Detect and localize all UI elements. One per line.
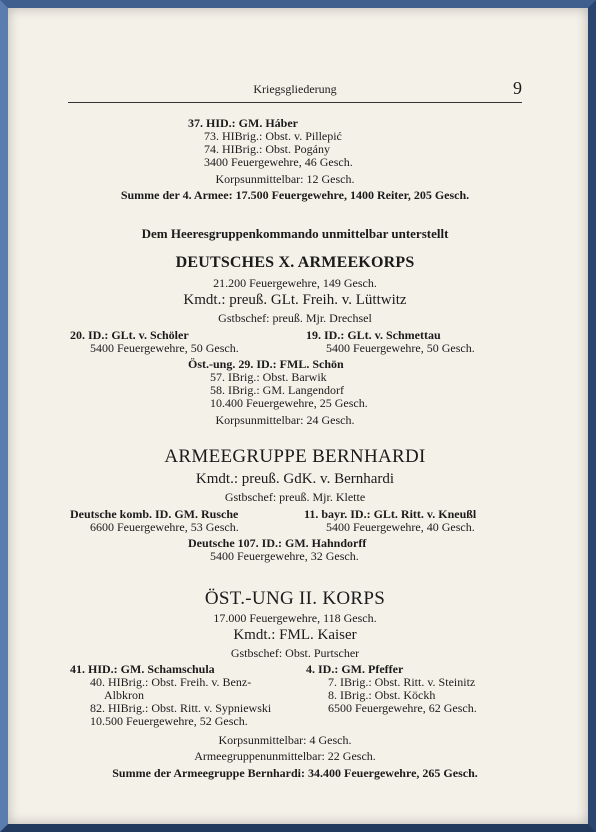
ii-82brig: 82. HIBrig.: Obst. Ritt. v. Sypniewski: [90, 701, 272, 715]
hid37-line: 37. HID.: GM. Háber: [188, 116, 298, 130]
bernhardi-gstbschef: Gstbschef: preuß. Mjr. Klette: [224, 490, 366, 504]
ii-40brig-cont: Albkron: [104, 688, 144, 702]
x-kmdt: Kmdt.: preuß. GLt. Freih. v. Lüttwitz: [183, 292, 407, 308]
x-57brig: 57. IBrig.: Obst. Barwik: [210, 370, 327, 384]
header-title: Kriegsgliederung: [253, 82, 337, 96]
ii-41hid: 41. HID.: GM. Schamschula: [70, 662, 215, 676]
bern-komb-id: Deutsche komb. ID. GM. Rusche: [70, 507, 239, 521]
bern-11bayr-strength: 5400 Feuergewehre, 40 Gesch.: [326, 520, 475, 534]
x-strength: 21.200 Feuergewehre, 149 Gesch.: [213, 276, 377, 290]
hq-heading: Dem Heeresgruppenkommando unmittelbar unterstellt: [141, 226, 449, 241]
ii-kmdt: Kmdt.: FML. Kaiser: [233, 627, 357, 643]
bernhardi-title: ARMEEGRUPPE BERNHARDI: [164, 446, 426, 467]
x-korpsunmittelbar: Korpsunmittelbar: 24 Gesch.: [215, 413, 355, 427]
armeegruppenunmittelbar: Armeegruppenunmittelbar: 22 Gesch.: [194, 749, 376, 763]
x-19id-strength: 5400 Feuergewehre, 50 Gesch.: [326, 341, 475, 355]
document-page: [60, 72, 530, 782]
ii-40brig: 40. HIBrig.: Obst. Freih. v. Benz-: [90, 675, 252, 689]
x-gstbschef: Gstbschef: preuß. Mjr. Drechsel: [218, 311, 372, 325]
ii-strength: 17.000 Feuergewehre, 118 Gesch.: [213, 611, 377, 625]
ii-4id-strength: 6500 Feuergewehre, 62 Gesch.: [328, 701, 477, 715]
bern-107id-strength: 5400 Feuergewehre, 32 Gesch.: [210, 549, 359, 563]
ii-8brig: 8. IBrig.: Obst. Köckh: [328, 688, 436, 702]
x-19id: 19. ID.: GLt. v. Schmettau: [306, 328, 441, 342]
x-58brig: 58. IBrig.: GM. Langendorf: [210, 383, 344, 397]
x-armeekorps-title: DEUTSCHES X. ARMEEKORPS: [175, 254, 415, 271]
x-20id-strength: 5400 Feuergewehre, 50 Gesch.: [90, 341, 239, 355]
ii-korpsunmittelbar: Korpsunmittelbar: 4 Gesch.: [218, 733, 352, 747]
strength-37-line: 3400 Feuergewehre, 46 Gesch.: [204, 155, 353, 169]
bern-komb-strength: 6600 Feuergewehre, 53 Gesch.: [90, 520, 239, 534]
page-number: 9: [513, 78, 522, 98]
bernhardi-kmdt: Kmdt.: preuß. GdK. v. Bernhardi: [195, 471, 395, 487]
ii-gstbschef: Gstbschef: Obst. Purtscher: [230, 646, 360, 660]
brig73-line: 73. HIBrig.: Obst. v. Pillepić: [204, 129, 342, 143]
ii-korps-title: ÖST.-UNG II. KORPS: [204, 588, 386, 609]
sum-4-armee: Summe der 4. Armee: 17.500 Feuergewehre, 1400 Reiter, 205 Gesch.: [120, 188, 470, 202]
ii-41hid-strength: 10.500 Feuergewehre, 52 Gesch.: [90, 714, 248, 728]
running-header: [68, 80, 522, 103]
x-29id: Öst.-ung. 29. ID.: FML. Schön: [188, 357, 344, 371]
korpsunmittelbar-12: Korpsunmittelbar: 12 Gesch.: [215, 172, 355, 186]
brig74-line: 74. HIBrig.: Obst. Pogány: [204, 142, 330, 156]
x-29id-strength: 10.400 Feuergewehre, 25 Gesch.: [210, 396, 368, 410]
ii-7brig: 7. IBrig.: Obst. Ritt. v. Steinitz: [328, 675, 476, 689]
x-20id: 20. ID.: GLt. v. Schöler: [70, 328, 189, 342]
sum-armeegruppe: Summe der Armeegruppe Bernhardi: 34.400 Feuergewehre, 265 Gesch.: [112, 766, 478, 780]
bern-11bayr-id: 11. bayr. ID.: GLt. Ritt. v. Kneußl: [304, 507, 477, 521]
bern-107id: Deutsche 107. ID.: GM. Hahndorff: [188, 536, 367, 550]
ii-4id: 4. ID.: GM. Pfeffer: [306, 662, 404, 676]
